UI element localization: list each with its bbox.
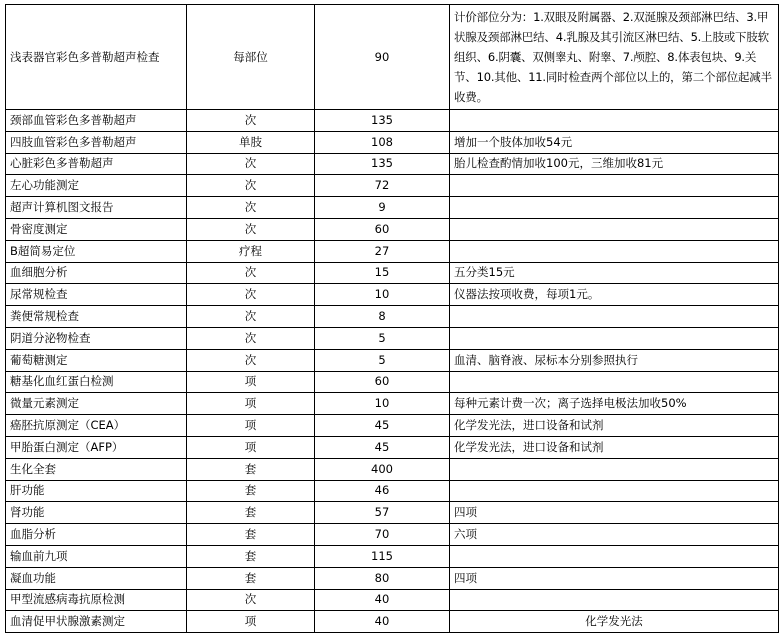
item-name-cell: 血清促甲状腺激素测定 (6, 611, 187, 633)
unit-cell: 次 (187, 175, 315, 197)
note-cell (450, 480, 779, 502)
unit-cell: 项 (187, 371, 315, 393)
item-name-cell: B超简易定位 (6, 240, 187, 262)
table-row (6, 175, 779, 197)
note-cell (450, 545, 779, 567)
unit-cell: 项 (187, 611, 315, 633)
item-name-cell: 肝功能 (6, 480, 187, 502)
price-cell: 40 (315, 611, 450, 633)
note-cell: 化学发光法，进口设备和试剂 (450, 436, 779, 458)
item-name-cell: 生化全套 (6, 458, 187, 480)
unit-cell: 项 (187, 436, 315, 458)
unit-cell: 次 (187, 589, 315, 611)
note-cell: 仪器法按项收费，每项1元。 (450, 284, 779, 306)
unit-cell: 套 (187, 545, 315, 567)
table-row (6, 5, 779, 110)
price-cell: 45 (315, 415, 450, 437)
note-cell: 化学发光法 (450, 611, 779, 633)
note-cell (450, 589, 779, 611)
unit-cell: 套 (187, 567, 315, 589)
note-cell (450, 240, 779, 262)
unit-cell: 套 (187, 480, 315, 502)
price-cell: 10 (315, 393, 450, 415)
price-cell: 5 (315, 327, 450, 349)
price-cell: 5 (315, 349, 450, 371)
item-name-cell: 颈部血管彩色多普勒超声 (6, 110, 187, 132)
table-row (6, 611, 779, 633)
note-cell (450, 327, 779, 349)
item-name-cell: 尿常规检查 (6, 284, 187, 306)
unit-cell: 次 (187, 218, 315, 240)
note-cell (450, 458, 779, 480)
unit-cell: 次 (187, 197, 315, 219)
price-cell: 115 (315, 545, 450, 567)
item-name-cell: 甲胎蛋白测定（AFP） (6, 436, 187, 458)
unit-cell: 套 (187, 524, 315, 546)
table-row (6, 567, 779, 589)
price-cell: 10 (315, 284, 450, 306)
table-row (6, 480, 779, 502)
note-cell (450, 371, 779, 393)
unit-cell: 套 (187, 458, 315, 480)
item-name-cell: 输血前九项 (6, 545, 187, 567)
unit-cell: 每部位 (187, 5, 315, 110)
price-cell: 80 (315, 567, 450, 589)
note-cell: 四项 (450, 567, 779, 589)
price-table-body (6, 5, 779, 633)
table-row (6, 415, 779, 437)
table-row (6, 545, 779, 567)
note-cell (450, 197, 779, 219)
item-name-cell: 心脏彩色多普勒超声 (6, 153, 187, 175)
note-cell (450, 218, 779, 240)
table-row (6, 197, 779, 219)
unit-cell: 次 (187, 262, 315, 284)
table-row (6, 262, 779, 284)
table-row (6, 393, 779, 415)
price-cell: 72 (315, 175, 450, 197)
unit-cell: 疗程 (187, 240, 315, 262)
item-name-cell: 血脂分析 (6, 524, 187, 546)
price-cell: 40 (315, 589, 450, 611)
table-row (6, 327, 779, 349)
price-cell: 135 (315, 153, 450, 175)
item-name-cell: 左心功能测定 (6, 175, 187, 197)
note-cell: 每种元素计费一次；离子选择电极法加收50% (450, 393, 779, 415)
item-name-cell: 超声计算机图文报告 (6, 197, 187, 219)
item-name-cell: 癌胚抗原测定（CEA） (6, 415, 187, 437)
table-row (6, 458, 779, 480)
note-cell (450, 175, 779, 197)
price-cell: 57 (315, 502, 450, 524)
price-cell: 60 (315, 371, 450, 393)
note-cell (450, 110, 779, 132)
unit-cell: 次 (187, 349, 315, 371)
item-name-cell: 肾功能 (6, 502, 187, 524)
unit-cell: 次 (187, 327, 315, 349)
item-name-cell: 甲型流感病毒抗原检测 (6, 589, 187, 611)
table-row (6, 284, 779, 306)
price-cell: 135 (315, 110, 450, 132)
table-row (6, 218, 779, 240)
unit-cell: 次 (187, 153, 315, 175)
table-row (6, 153, 779, 175)
table-row (6, 589, 779, 611)
item-name-cell: 四肢血管彩色多普勒超声 (6, 131, 187, 153)
unit-cell: 套 (187, 502, 315, 524)
note-cell: 计价部位分为：1.双眼及附属器、2.双涎腺及颈部淋巴结、3.甲状腺及颈部淋巴结、4.乳腺及其引流区淋巴结、5.上肢或下肢软组织、6.阴囊、双侧睾丸、附睾、7.颅腔、8.体表包块、9.关节、10.其他、11.同时检查两个部位以上的，第二个部位起减半收费。 (450, 5, 779, 110)
unit-cell: 单肢 (187, 131, 315, 153)
price-cell: 46 (315, 480, 450, 502)
price-table-container (5, 4, 779, 633)
item-name-cell: 葡萄糖测定 (6, 349, 187, 371)
price-cell: 45 (315, 436, 450, 458)
unit-cell: 项 (187, 393, 315, 415)
price-cell: 108 (315, 131, 450, 153)
note-cell: 六项 (450, 524, 779, 546)
price-cell: 9 (315, 197, 450, 219)
unit-cell: 项 (187, 415, 315, 437)
note-cell: 血清、脑脊液、尿标本分别参照执行 (450, 349, 779, 371)
item-name-cell: 骨密度测定 (6, 218, 187, 240)
note-cell: 胎儿检查酌情加收100元，三维加收81元 (450, 153, 779, 175)
price-cell: 90 (315, 5, 450, 110)
note-cell: 四项 (450, 502, 779, 524)
table-row (6, 240, 779, 262)
item-name-cell: 血细胞分析 (6, 262, 187, 284)
table-row (6, 524, 779, 546)
note-cell: 化学发光法，进口设备和试剂 (450, 415, 779, 437)
note-cell: 增加一个肢体加收54元 (450, 131, 779, 153)
unit-cell: 次 (187, 284, 315, 306)
item-name-cell: 糖基化血红蛋白检测 (6, 371, 187, 393)
price-cell: 27 (315, 240, 450, 262)
table-row (6, 306, 779, 328)
table-row (6, 131, 779, 153)
note-cell: 五分类15元 (450, 262, 779, 284)
item-name-cell: 粪便常规检查 (6, 306, 187, 328)
table-row (6, 502, 779, 524)
unit-cell: 次 (187, 110, 315, 132)
price-cell: 400 (315, 458, 450, 480)
item-name-cell: 凝血功能 (6, 567, 187, 589)
unit-cell: 次 (187, 306, 315, 328)
table-row (6, 349, 779, 371)
item-name-cell: 微量元素测定 (6, 393, 187, 415)
price-table (5, 4, 779, 633)
price-cell: 8 (315, 306, 450, 328)
price-cell: 70 (315, 524, 450, 546)
price-cell: 60 (315, 218, 450, 240)
table-row (6, 110, 779, 132)
item-name-cell: 阴道分泌物检查 (6, 327, 187, 349)
table-row (6, 371, 779, 393)
table-row (6, 436, 779, 458)
item-name-cell: 浅表器官彩色多普勒超声检查 (6, 5, 187, 110)
note-cell (450, 306, 779, 328)
price-cell: 15 (315, 262, 450, 284)
